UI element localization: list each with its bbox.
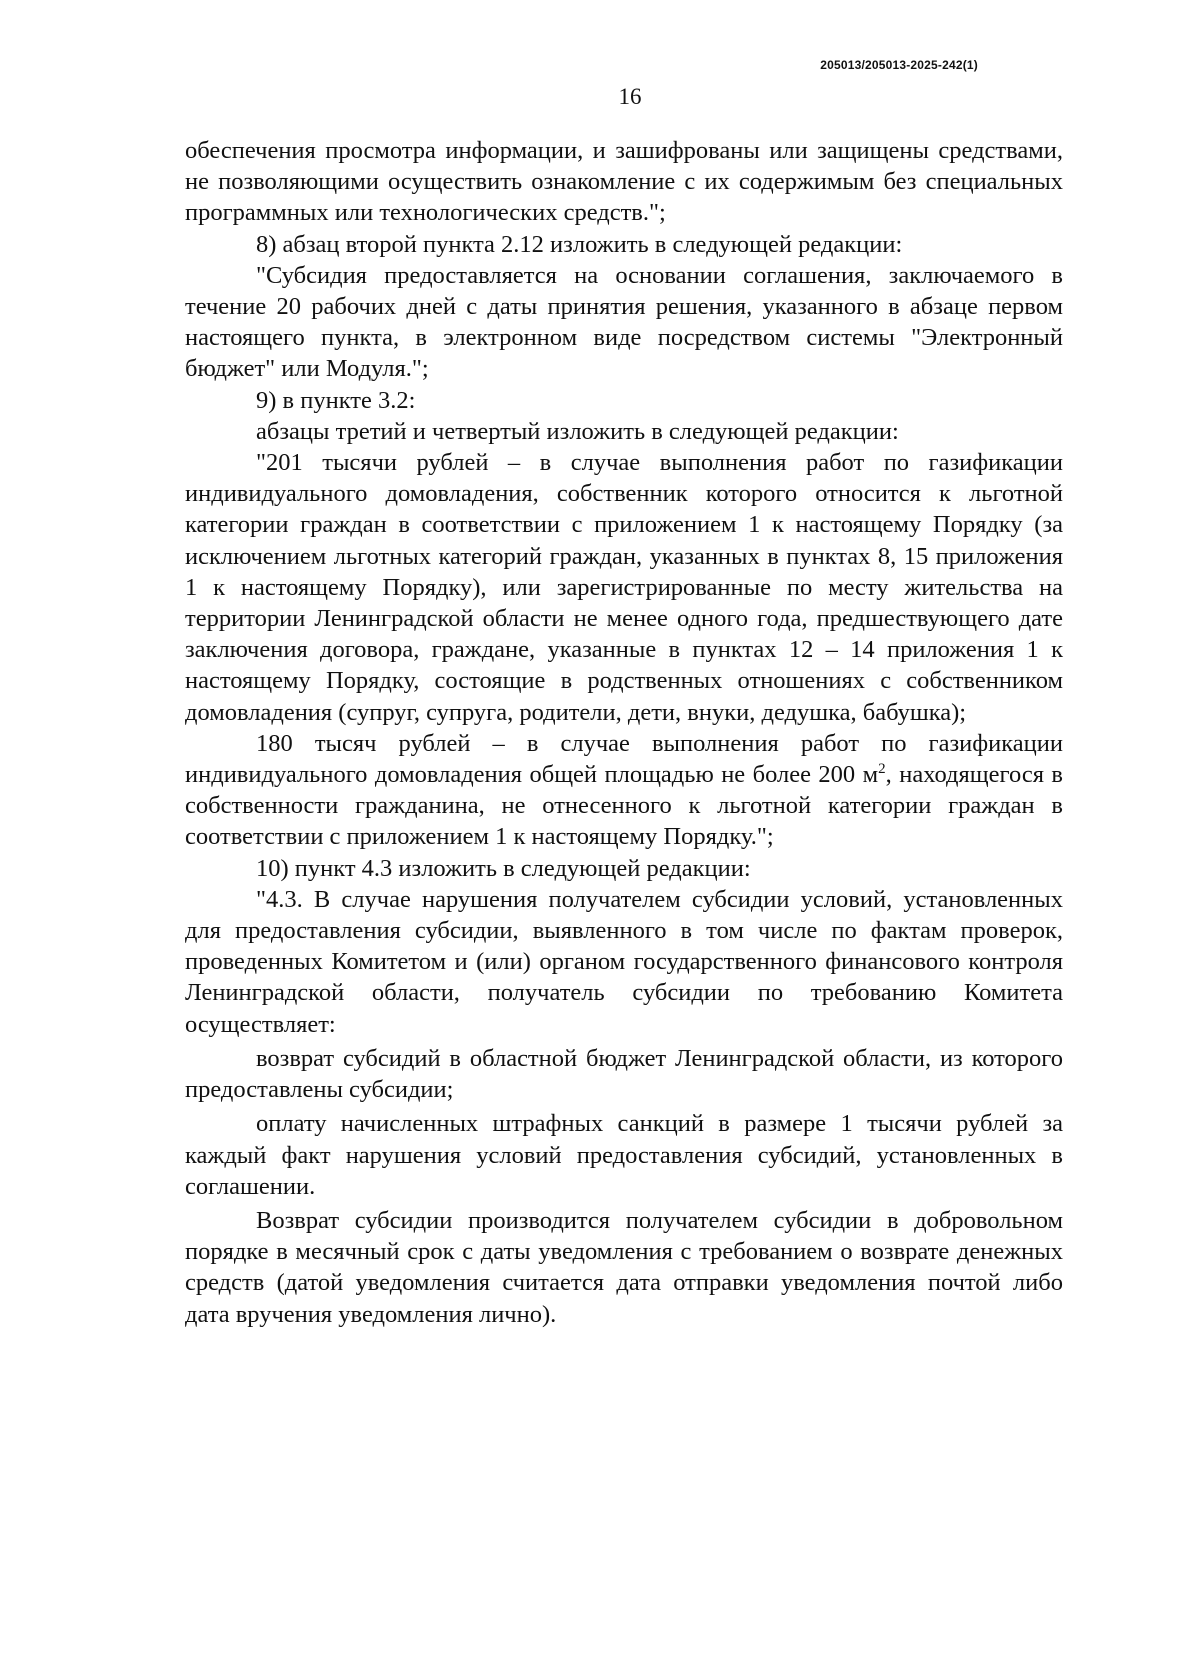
paragraph-item-9: 9) в пункте 3.2: <box>256 386 416 414</box>
paragraph-subsidy-agreement: "Субсидия предоставляется на основании соглашения, заключаемого в течение 20 рабочих дней с даты принятия решения, указанного в абзаце первом настоящего пункта, в электронном виде посредством системы "Электронный бюджет" или Модуля."; <box>185 261 1063 383</box>
square-meter-exponent: 2 <box>878 760 886 777</box>
paragraph-item-8: 8) абзац второй пункта 2.12 изложить в следующей редакции: <box>256 230 903 258</box>
document-registration-number: 205013/205013-2025-242(1) <box>820 58 978 72</box>
document-body <box>185 135 1063 1330</box>
page-number: 16 <box>618 84 642 109</box>
paragraph-continuation: обеспечения просмотра информации, и зашифрованы или защищены средствами, не позволяющими осуществить ознакомление с их содержимым без специальных программных или технологических средств."; <box>185 137 1063 227</box>
paragraph-180-thousand <box>185 728 1063 853</box>
paragraph-180-thousand-text: 180 тысяч рублей – в случае выполнения работ по газификации индивидуального домовладения общей площадью не более 200 м <box>185 729 1063 789</box>
paragraph-voluntary-return: Возврат субсидии производится получателем субсидии в добровольном порядке в месячный срок с даты уведомления с требованием о возврате денежных средств (датой уведомления считается дата отправки уведомления почтой либо дата вручения уведомления лично). <box>185 1206 1063 1328</box>
paragraph-180-thousand-tail: , находящегося в собственности гражданина, не отнесенного к льготной категории граждан в соответствии с приложением 1 к настоящему Порядку."; <box>185 761 1063 851</box>
paragraph-item-10: 10) пункт 4.3 изложить в следующей редакции: <box>256 854 751 882</box>
paragraph-201-thousand: "201 тысячи рублей – в случае выполнения работ по газификации индивидуального домовладения, собственник которого относится к льготной категории граждан в соответствии с приложением 1 к настоящему Порядку (за исключением льготных категорий граждан, указанных в пунктах 8, 15 приложения 1 к настоящему Порядку), или зарегистрированные по месту жительства на территории Ленинградской области не менее одного года, предшествующего дате заключения договора, граждане, указанные в пунктах 12 – 14 приложения 1 к настоящему Порядку, состоящие в родственных отношениях с собственником домовладения (супруг, супруга, родители, дети, внуки, дедушка, бабушка); <box>185 449 1063 726</box>
paragraph-subsidy-return: возврат субсидий в областной бюджет Ленинградской области, из которого предоставлены субсидии; <box>185 1044 1063 1104</box>
paragraph-penalty-payment: оплату начисленных штрафных санкций в размере 1 тысячи рублей за каждый факт нарушения условий предоставления субсидий, установленных в соглашении. <box>185 1110 1063 1200</box>
paragraph-4-3-violation: "4.3. В случае нарушения получателем субсидии условий, установленных для предоставления субсидии, выявленного в том числе по фактам проверок, проведенных Комитетом и (или) органом государственного финансового контроля Ленинградской области, получатель субсидии по требованию Комитета осуществляет: <box>185 885 1063 1038</box>
paragraph-item-9-intro: абзацы третий и четвертый изложить в следующей редакции: <box>256 417 899 445</box>
